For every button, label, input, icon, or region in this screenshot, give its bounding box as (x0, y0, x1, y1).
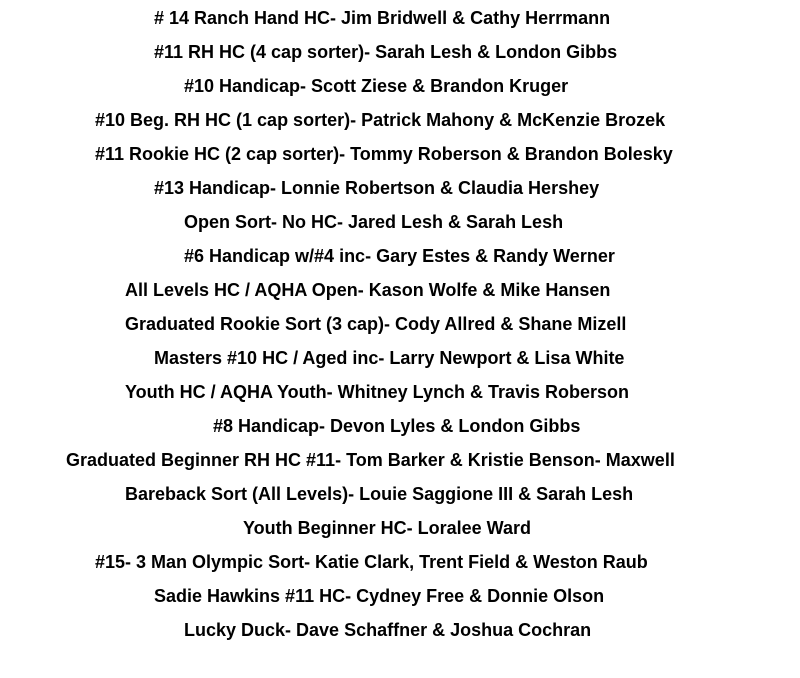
result-line: Sadie Hawkins #11 HC- Cydney Free & Donnie Olson (154, 586, 605, 606)
result-line: # 14 Ranch Hand HC- Jim Bridwell & Cathy Herrmann (154, 8, 611, 28)
result-line: #13 Handicap- Lonnie Robertson & Claudia Hershey (154, 178, 600, 198)
result-line: #8 Handicap- Devon Lyles & London Gibbs (213, 416, 581, 436)
result-line: #11 RH HC (4 cap sorter)- Sarah Lesh & London Gibbs (154, 42, 618, 62)
result-line: All Levels HC / AQHA Open- Kason Wolfe & Mike Hansen (125, 280, 611, 300)
result-line: Lucky Duck- Dave Schaffner & Joshua Cochran (184, 620, 592, 640)
result-line: #15- 3 Man Olympic Sort- Katie Clark, Trent Field & Weston Raub (95, 552, 648, 572)
result-line: #10 Handicap- Scott Ziese & Brandon Kruger (184, 76, 569, 96)
result-line: Graduated Beginner RH HC #11- Tom Barker & Kristie Benson- Maxwell (66, 450, 675, 470)
result-line: Youth Beginner HC- Loralee Ward (243, 518, 532, 538)
result-line: #10 Beg. RH HC (1 cap sorter)- Patrick Mahony & McKenzie Brozek (95, 110, 666, 130)
result-line: Graduated Rookie Sort (3 cap)- Cody Allred & Shane Mizell (125, 314, 627, 334)
result-line: #6 Handicap w/#4 inc- Gary Estes & Randy Werner (184, 246, 615, 266)
result-line: Masters #10 HC / Aged inc- Larry Newport & Lisa White (154, 348, 625, 368)
result-line: Bareback Sort (All Levels)- Louie Saggione III & Sarah Lesh (125, 484, 634, 504)
result-line: #11 Rookie HC (2 cap sorter)- Tommy Roberson & Brandon Bolesky (95, 144, 673, 164)
result-line: Open Sort- No HC- Jared Lesh & Sarah Lesh (184, 212, 564, 232)
result-line: Youth HC / AQHA Youth- Whitney Lynch & Travis Roberson (125, 382, 630, 402)
